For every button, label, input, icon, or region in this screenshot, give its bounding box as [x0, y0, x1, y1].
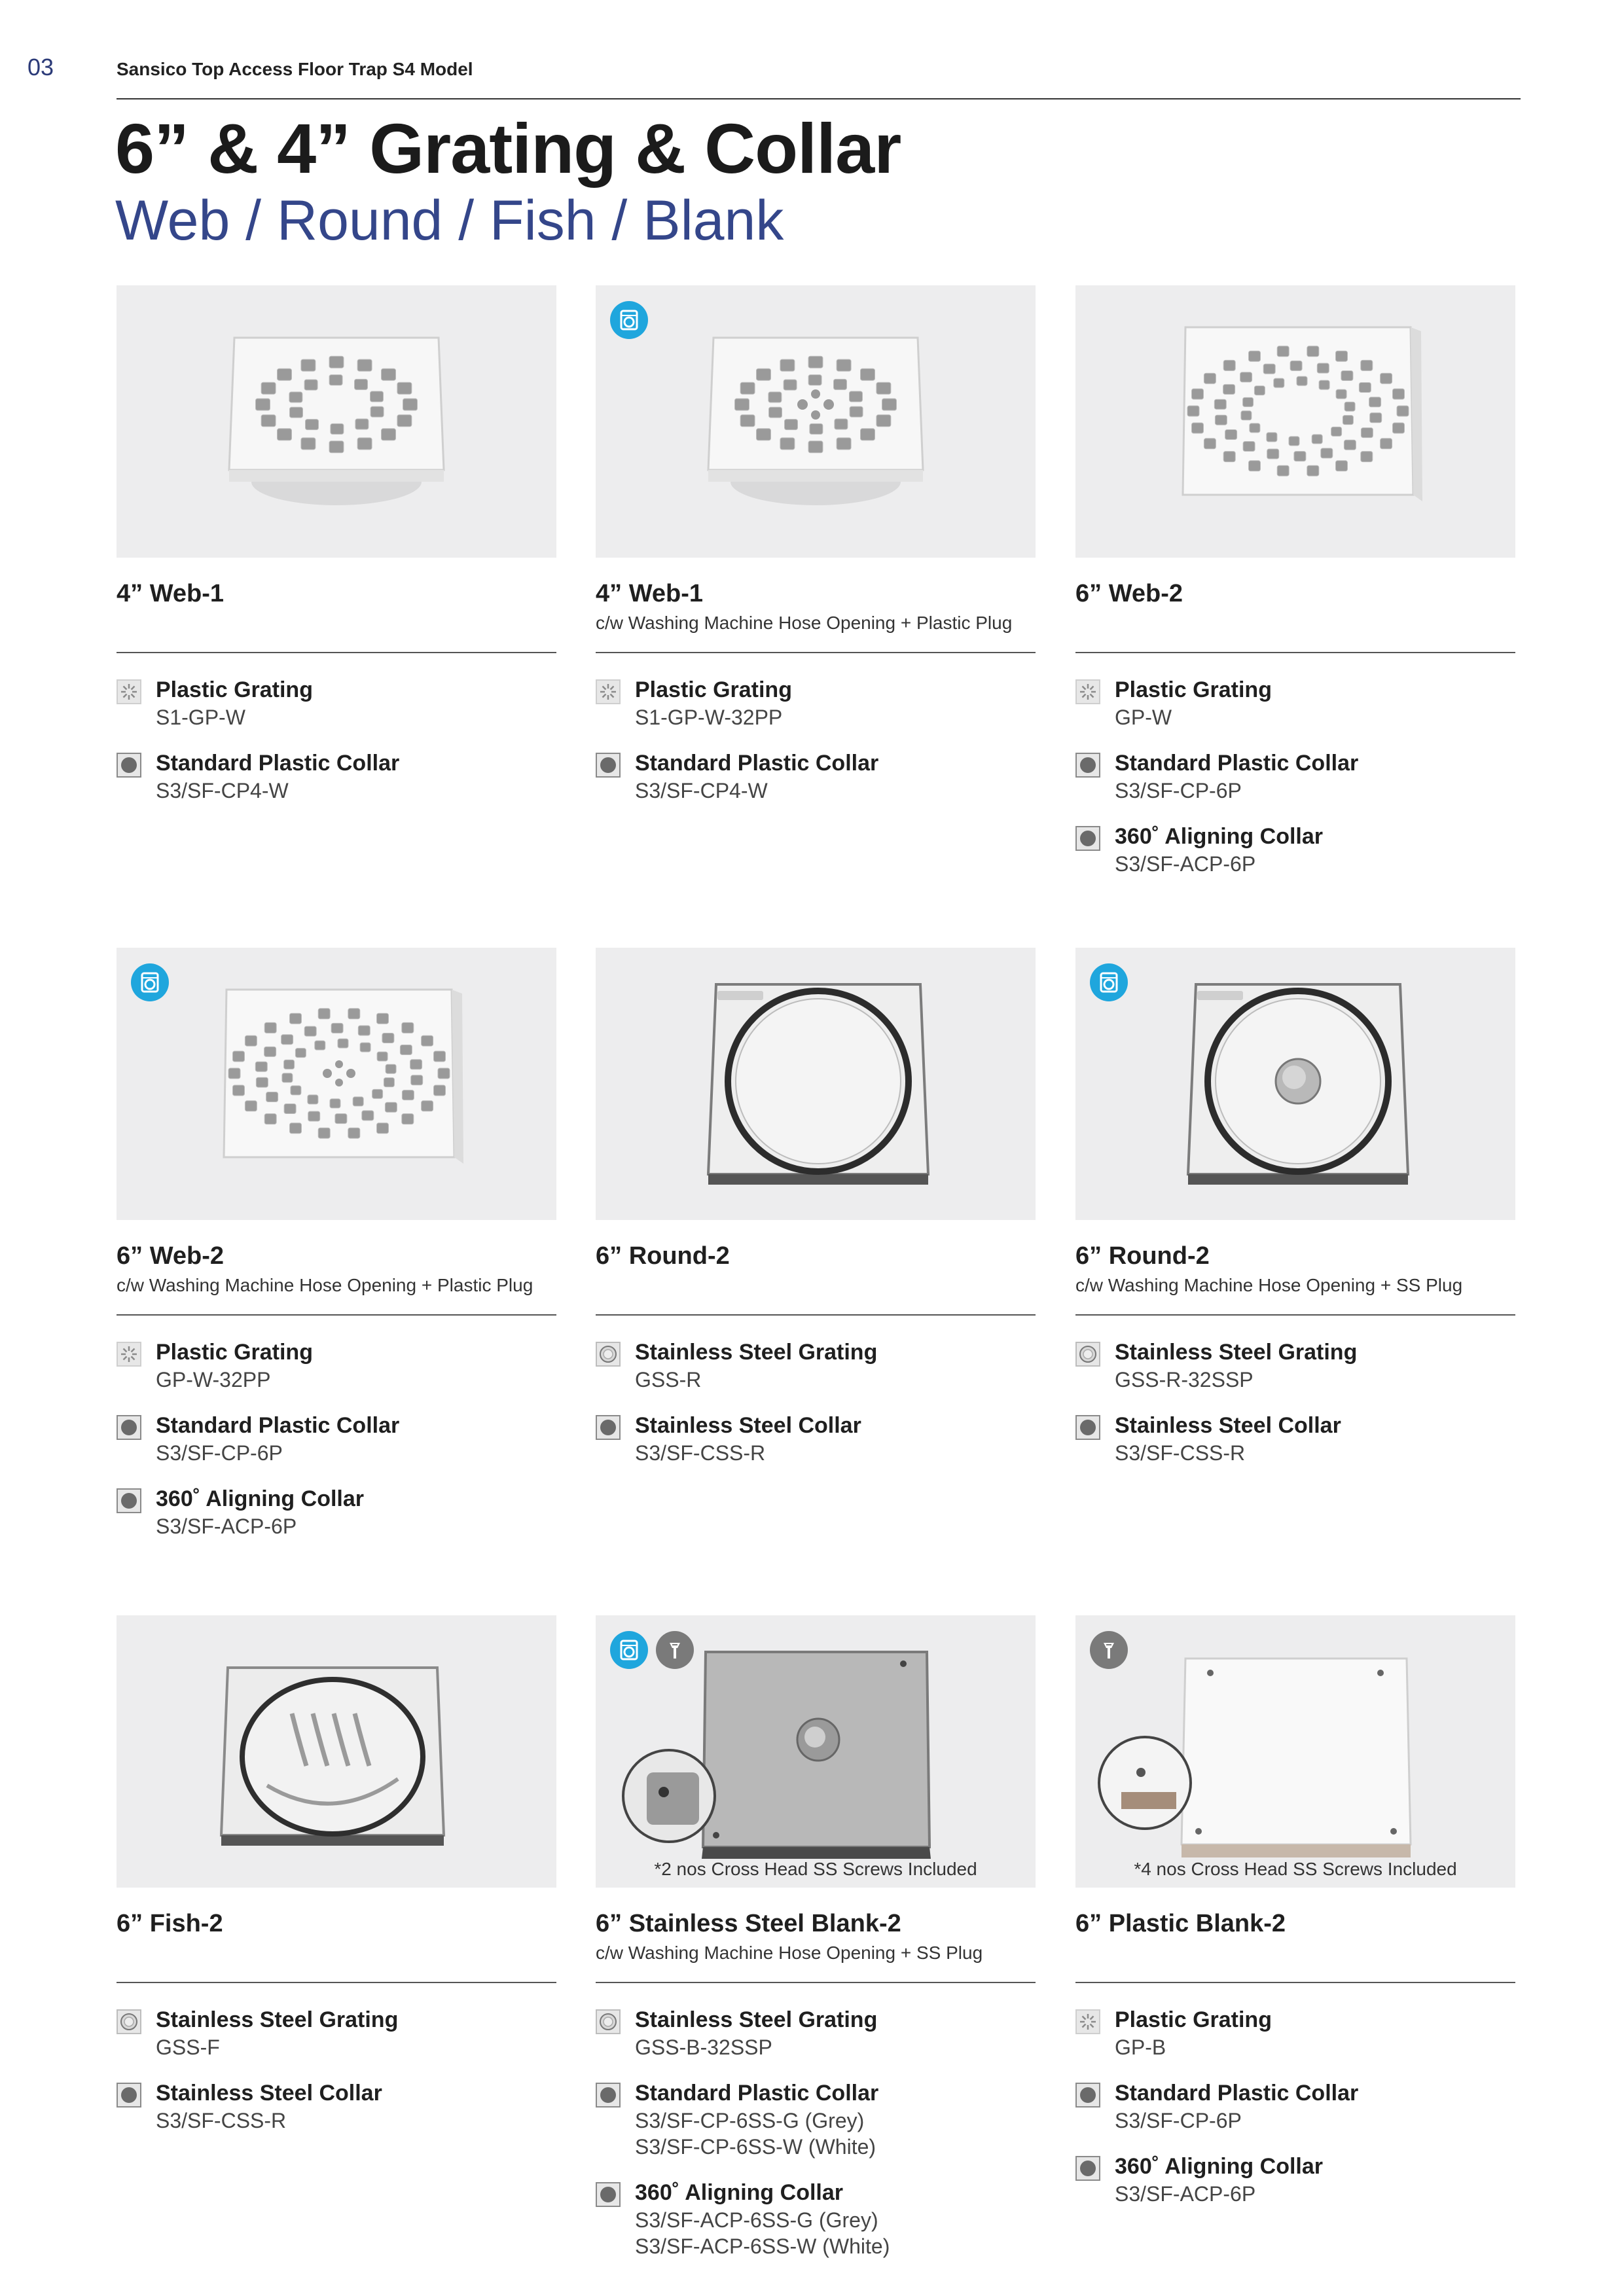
part-item — [596, 2005, 1036, 2060]
part-item — [117, 1338, 556, 1393]
collar-icon — [596, 1415, 621, 1440]
plastic-grating-icon — [1075, 2009, 1100, 2034]
collar-icon — [117, 1415, 141, 1440]
collar-icon — [1075, 826, 1100, 851]
product-photo — [1075, 1615, 1515, 1888]
part-item — [1075, 822, 1515, 877]
collar-icon — [596, 2182, 621, 2207]
part-item — [596, 1411, 1036, 1466]
part-code: S1-GP-W — [156, 706, 245, 729]
page-subtitle: Web / Round / Fish / Blank — [115, 189, 784, 252]
part-item — [117, 2079, 556, 2134]
part-item — [1075, 749, 1515, 804]
product-photo — [117, 948, 556, 1220]
header-divider — [117, 98, 1521, 99]
part-item — [117, 675, 556, 730]
ss-grating-icon — [117, 2009, 141, 2034]
parts-list — [1075, 1338, 1515, 1484]
part-code: S3/SF-CSS-R — [1115, 1441, 1246, 1465]
product-name: 6” Plastic Blank-2 — [1075, 1910, 1286, 1937]
part-code: GP-B — [1115, 2036, 1166, 2059]
product-note: *4 nos Cross Head SS Screws Included — [1134, 1859, 1457, 1879]
collar-icon-dot — [1080, 757, 1096, 773]
product-divider — [1075, 652, 1515, 653]
plastic-grating-icon — [117, 679, 141, 704]
product-name: 6” Round-2 — [1075, 1242, 1210, 1270]
collar-icon-dot — [600, 757, 616, 773]
product-name: 4” Web-1 — [596, 580, 704, 607]
part-item — [117, 1411, 556, 1466]
part-code: S3/SF-CP4-W — [156, 779, 289, 802]
collar-icon — [596, 2083, 621, 2108]
part-title: Plastic Grating — [1115, 677, 1272, 702]
part-code: S3/SF-ACP-6SS-G (Grey) — [635, 2208, 878, 2232]
part-code: GSS-F — [156, 2036, 220, 2059]
part-code: S3/SF-CP-6P — [156, 1441, 283, 1465]
part-item — [117, 749, 556, 804]
document-title: Sansico Top Access Floor Trap S4 Model — [117, 59, 473, 79]
part-item — [596, 675, 1036, 730]
part-item — [596, 2178, 1036, 2259]
screw-icon — [1090, 1631, 1128, 1669]
part-title: Plastic Grating — [156, 1340, 313, 1365]
part-title: 360˚ Aligning Collar — [635, 2180, 844, 2205]
product-divider — [117, 1314, 556, 1316]
product-photo — [1075, 285, 1515, 558]
plastic-grating-icon — [1075, 679, 1100, 704]
part-code: S3/SF-CP4-W — [635, 779, 768, 802]
part-code: S3/SF-ACP-6P — [1115, 852, 1256, 876]
collar-icon-dot — [121, 1493, 137, 1509]
part-title: 360˚ Aligning Collar — [1115, 2154, 1324, 2179]
part-code: GSS-R — [635, 1368, 702, 1391]
part-item — [596, 749, 1036, 804]
ss-grating-icon — [1075, 1342, 1100, 1367]
product-name: 6” Stainless Steel Blank-2 — [596, 1910, 901, 1937]
collar-icon-dot — [121, 2087, 137, 2103]
plastic-grating-icon — [596, 679, 621, 704]
collar-icon — [117, 2083, 141, 2108]
product-name: 6” Web-2 — [117, 1242, 225, 1270]
parts-list — [1075, 675, 1515, 895]
part-code: S3/SF-CP-6P — [1115, 779, 1242, 802]
product-description: c/w Washing Machine Hose Opening + Plastic Plug — [117, 1275, 533, 1295]
product-photo — [117, 285, 556, 558]
part-title: Stainless Steel Collar — [635, 1413, 861, 1438]
collar-icon-dot — [600, 2187, 616, 2202]
part-title: Standard Plastic Collar — [156, 1413, 400, 1438]
product-divider — [117, 1982, 556, 1983]
collar-icon-dot — [1080, 831, 1096, 846]
part-code: S3/SF-CP-6P — [1115, 2109, 1242, 2132]
part-title: Standard Plastic Collar — [1115, 751, 1359, 776]
part-title: 360˚ Aligning Collar — [1115, 824, 1324, 849]
ss-grating-icon — [596, 2009, 621, 2034]
parts-list — [596, 675, 1036, 822]
page-number: 03 — [27, 54, 54, 81]
collar-icon — [1075, 1415, 1100, 1440]
part-title: Plastic Grating — [635, 677, 792, 702]
part-item — [117, 2005, 556, 2060]
product-photo — [1075, 948, 1515, 1220]
part-item — [596, 2079, 1036, 2160]
washing-machine-icon — [610, 1631, 648, 1669]
product-photo — [117, 1615, 556, 1888]
product-name: 4” Web-1 — [117, 580, 225, 607]
part-code: S3/SF-CSS-R — [635, 1441, 766, 1465]
part-title: Stainless Steel Grating — [635, 1340, 878, 1365]
part-title: Standard Plastic Collar — [1115, 2081, 1359, 2106]
collar-icon — [117, 1488, 141, 1513]
part-item — [1075, 2079, 1515, 2134]
part-item — [1075, 2152, 1515, 2207]
product-description: c/w Washing Machine Hose Opening + Plastic Plug — [596, 613, 1013, 633]
product-divider — [1075, 1982, 1515, 1983]
collar-icon-dot — [1080, 2087, 1096, 2103]
product-divider — [117, 652, 556, 653]
product-description: c/w Washing Machine Hose Opening + SS Plug — [1075, 1275, 1463, 1295]
part-item — [1075, 2005, 1515, 2060]
parts-list — [117, 1338, 556, 1558]
part-code: GP-W-32PP — [156, 1368, 271, 1391]
part-title: 360˚ Aligning Collar — [156, 1486, 365, 1511]
product-divider — [1075, 1314, 1515, 1316]
product-name: 6” Web-2 — [1075, 580, 1183, 607]
part-item — [117, 1484, 556, 1539]
part-title: Standard Plastic Collar — [156, 751, 400, 776]
collar-icon-dot — [121, 757, 137, 773]
product-divider — [596, 1982, 1036, 1983]
collar-icon-dot — [1080, 2161, 1096, 2176]
parts-list — [596, 1338, 1036, 1484]
parts-list — [117, 675, 556, 822]
product-name: 6” Fish-2 — [117, 1910, 223, 1937]
product-note: *2 nos Cross Head SS Screws Included — [654, 1859, 977, 1879]
parts-list — [596, 2005, 1036, 2278]
collar-icon — [1075, 2156, 1100, 2181]
product-photo — [596, 285, 1036, 558]
collar-icon — [596, 753, 621, 778]
part-title: Stainless Steel Collar — [1115, 1413, 1341, 1438]
part-code: S3/SF-CSS-R — [156, 2109, 287, 2132]
collar-icon-dot — [600, 1420, 616, 1435]
part-title: Stainless Steel Grating — [1115, 1340, 1358, 1365]
part-code: S3/SF-CP-6SS-G (Grey) — [635, 2109, 865, 2132]
collar-icon-dot — [121, 1420, 137, 1435]
part-item — [1075, 1411, 1515, 1466]
screw-icon — [656, 1631, 694, 1669]
product-photo — [596, 948, 1036, 1220]
page-title: 6” & 4” Grating & Collar — [115, 109, 901, 188]
part-item — [596, 1338, 1036, 1393]
ss-grating-icon — [596, 1342, 621, 1367]
part-title: Stainless Steel Grating — [635, 2007, 878, 2032]
part-item — [1075, 675, 1515, 730]
washing-machine-icon — [131, 963, 169, 1001]
part-title: Plastic Grating — [156, 677, 313, 702]
part-code: GSS-R-32SSP — [1115, 1368, 1254, 1391]
part-title: Standard Plastic Collar — [635, 2081, 879, 2106]
collar-icon — [1075, 2083, 1100, 2108]
part-title: Stainless Steel Grating — [156, 2007, 399, 2032]
collar-icon — [1075, 753, 1100, 778]
washing-machine-icon — [610, 301, 648, 339]
product-divider — [596, 1314, 1036, 1316]
part-title: Plastic Grating — [1115, 2007, 1272, 2032]
part-code: S1-GP-W-32PP — [635, 706, 783, 729]
part-code: S3/SF-ACP-6P — [1115, 2182, 1256, 2206]
part-title: Stainless Steel Collar — [156, 2081, 382, 2106]
part-title: Standard Plastic Collar — [635, 751, 879, 776]
product-description: c/w Washing Machine Hose Opening + SS Plug — [596, 1943, 983, 1963]
part-code: S3/SF-ACP-6SS-W (White) — [635, 2234, 890, 2258]
washing-machine-icon — [1090, 963, 1128, 1001]
collar-icon-dot — [600, 2087, 616, 2103]
part-code: GP-W — [1115, 706, 1172, 729]
plastic-grating-icon — [117, 1342, 141, 1367]
part-code: S3/SF-CP-6SS-W (White) — [635, 2135, 876, 2159]
product-divider — [596, 652, 1036, 653]
collar-icon — [117, 753, 141, 778]
part-code: GSS-B-32SSP — [635, 2036, 772, 2059]
parts-list — [117, 2005, 556, 2152]
collar-icon-dot — [1080, 1420, 1096, 1435]
part-code: S3/SF-ACP-6P — [156, 1515, 297, 1538]
parts-list — [1075, 2005, 1515, 2225]
part-item — [1075, 1338, 1515, 1393]
product-name: 6” Round-2 — [596, 1242, 730, 1270]
